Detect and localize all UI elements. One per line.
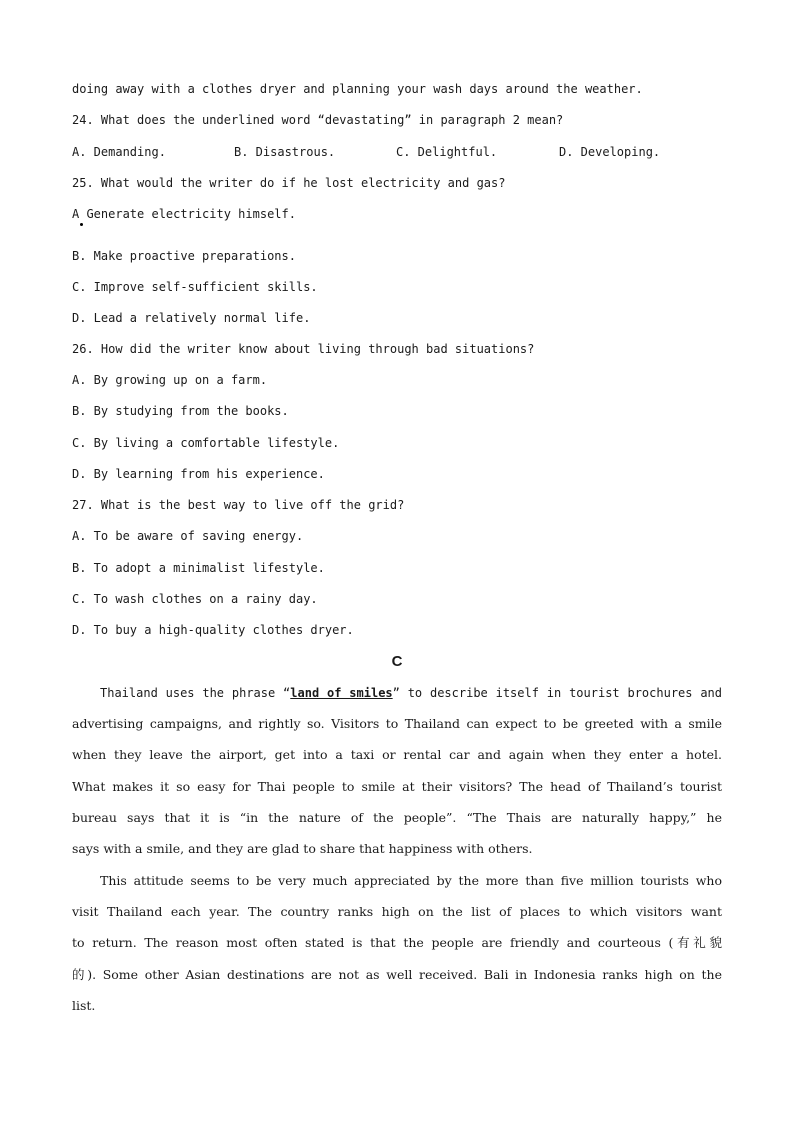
option-25-c[interactable]: C. Improve self-sufficient skills. [72, 280, 318, 294]
paragraph-1-line-6: says with a smile, and they are glad to share that happiness with others. [72, 841, 533, 856]
paragraph-1-line-1: Thailand uses the phrase “land of smiles” to describe itself in tourist brochures and [100, 686, 722, 700]
paragraph-1-line-5: bureau says that it is “in the nature of the people”. “The Thais are naturally happy,” he [72, 810, 722, 825]
question-27-stem: 27. What is the best way to live off the grid? [72, 498, 405, 512]
option-26-b[interactable]: B. By studying from the books. [72, 404, 289, 418]
paragraph-2-line-4: 的). Some other Asian destinations are not as well received. Bali in Indonesia ranks high on the [72, 967, 722, 982]
option-25-a[interactable]: A Generate electricity himself. [72, 207, 296, 221]
option-24-a[interactable]: A. Demanding. [72, 145, 166, 159]
intro-line: doing away with a clothes dryer and planning your wash days around the weather. [72, 82, 643, 96]
option-24-c[interactable]: C. Delightful. [396, 145, 498, 159]
option-25-d[interactable]: D. Lead a relatively normal life. [72, 311, 311, 325]
question-26-stem: 26. How did the writer know about living through bad situations? [72, 342, 535, 356]
paragraph-1-line-3: when they leave the airport, get into a taxi or rental car and again when they enter a hotel. [72, 747, 722, 762]
paragraph-1-line-2: advertising campaigns, and rightly so. Visitors to Thailand can expect to be greeted with a smile [72, 716, 722, 731]
paragraph-2-line-3: to return. The reason most often stated is that the people are friendly and courteous (有礼貌 [72, 935, 722, 950]
paragraph-1-line-4: What makes it so easy for Thai people to smile at their visitors? The head of Thailand’s tourist [72, 779, 722, 794]
option-27-b[interactable]: B. To adopt a minimalist lifestyle. [72, 561, 325, 575]
option-26-a[interactable]: A. By growing up on a farm. [72, 373, 268, 387]
option-27-d[interactable]: D. To buy a high-quality clothes dryer. [72, 623, 354, 637]
question-24-stem: 24. What does the underlined word “devastating” in paragraph 2 mean? [72, 113, 564, 127]
option-26-d[interactable]: D. By learning from his experience. [72, 467, 325, 481]
option-24-d[interactable]: D. Developing. [559, 145, 661, 159]
underlined-phrase: land of smiles [290, 686, 393, 700]
paragraph-2-line-2: visit Thailand each year. The country ranks high on the list of places to which visitors want [72, 904, 722, 919]
option-24-b[interactable]: B. Disastrous. [234, 145, 336, 159]
question-24-options [72, 144, 722, 160]
section-title: C [391, 653, 403, 670]
paragraph-2-line-5: list. [72, 998, 96, 1013]
question-25-stem: 25. What would the writer do if he lost electricity and gas? [72, 176, 506, 190]
option-27-c[interactable]: C. To wash clothes on a rainy day. [72, 592, 318, 606]
paragraph-2-line-1: This attitude seems to be very much appreciated by the more than five million tourists who [100, 873, 722, 888]
stray-dot-mark [80, 223, 83, 226]
option-27-a[interactable]: A. To be aware of saving energy. [72, 529, 304, 543]
option-25-b[interactable]: B. Make proactive preparations. [72, 249, 296, 263]
option-26-c[interactable]: C. By living a comfortable lifestyle. [72, 436, 340, 450]
